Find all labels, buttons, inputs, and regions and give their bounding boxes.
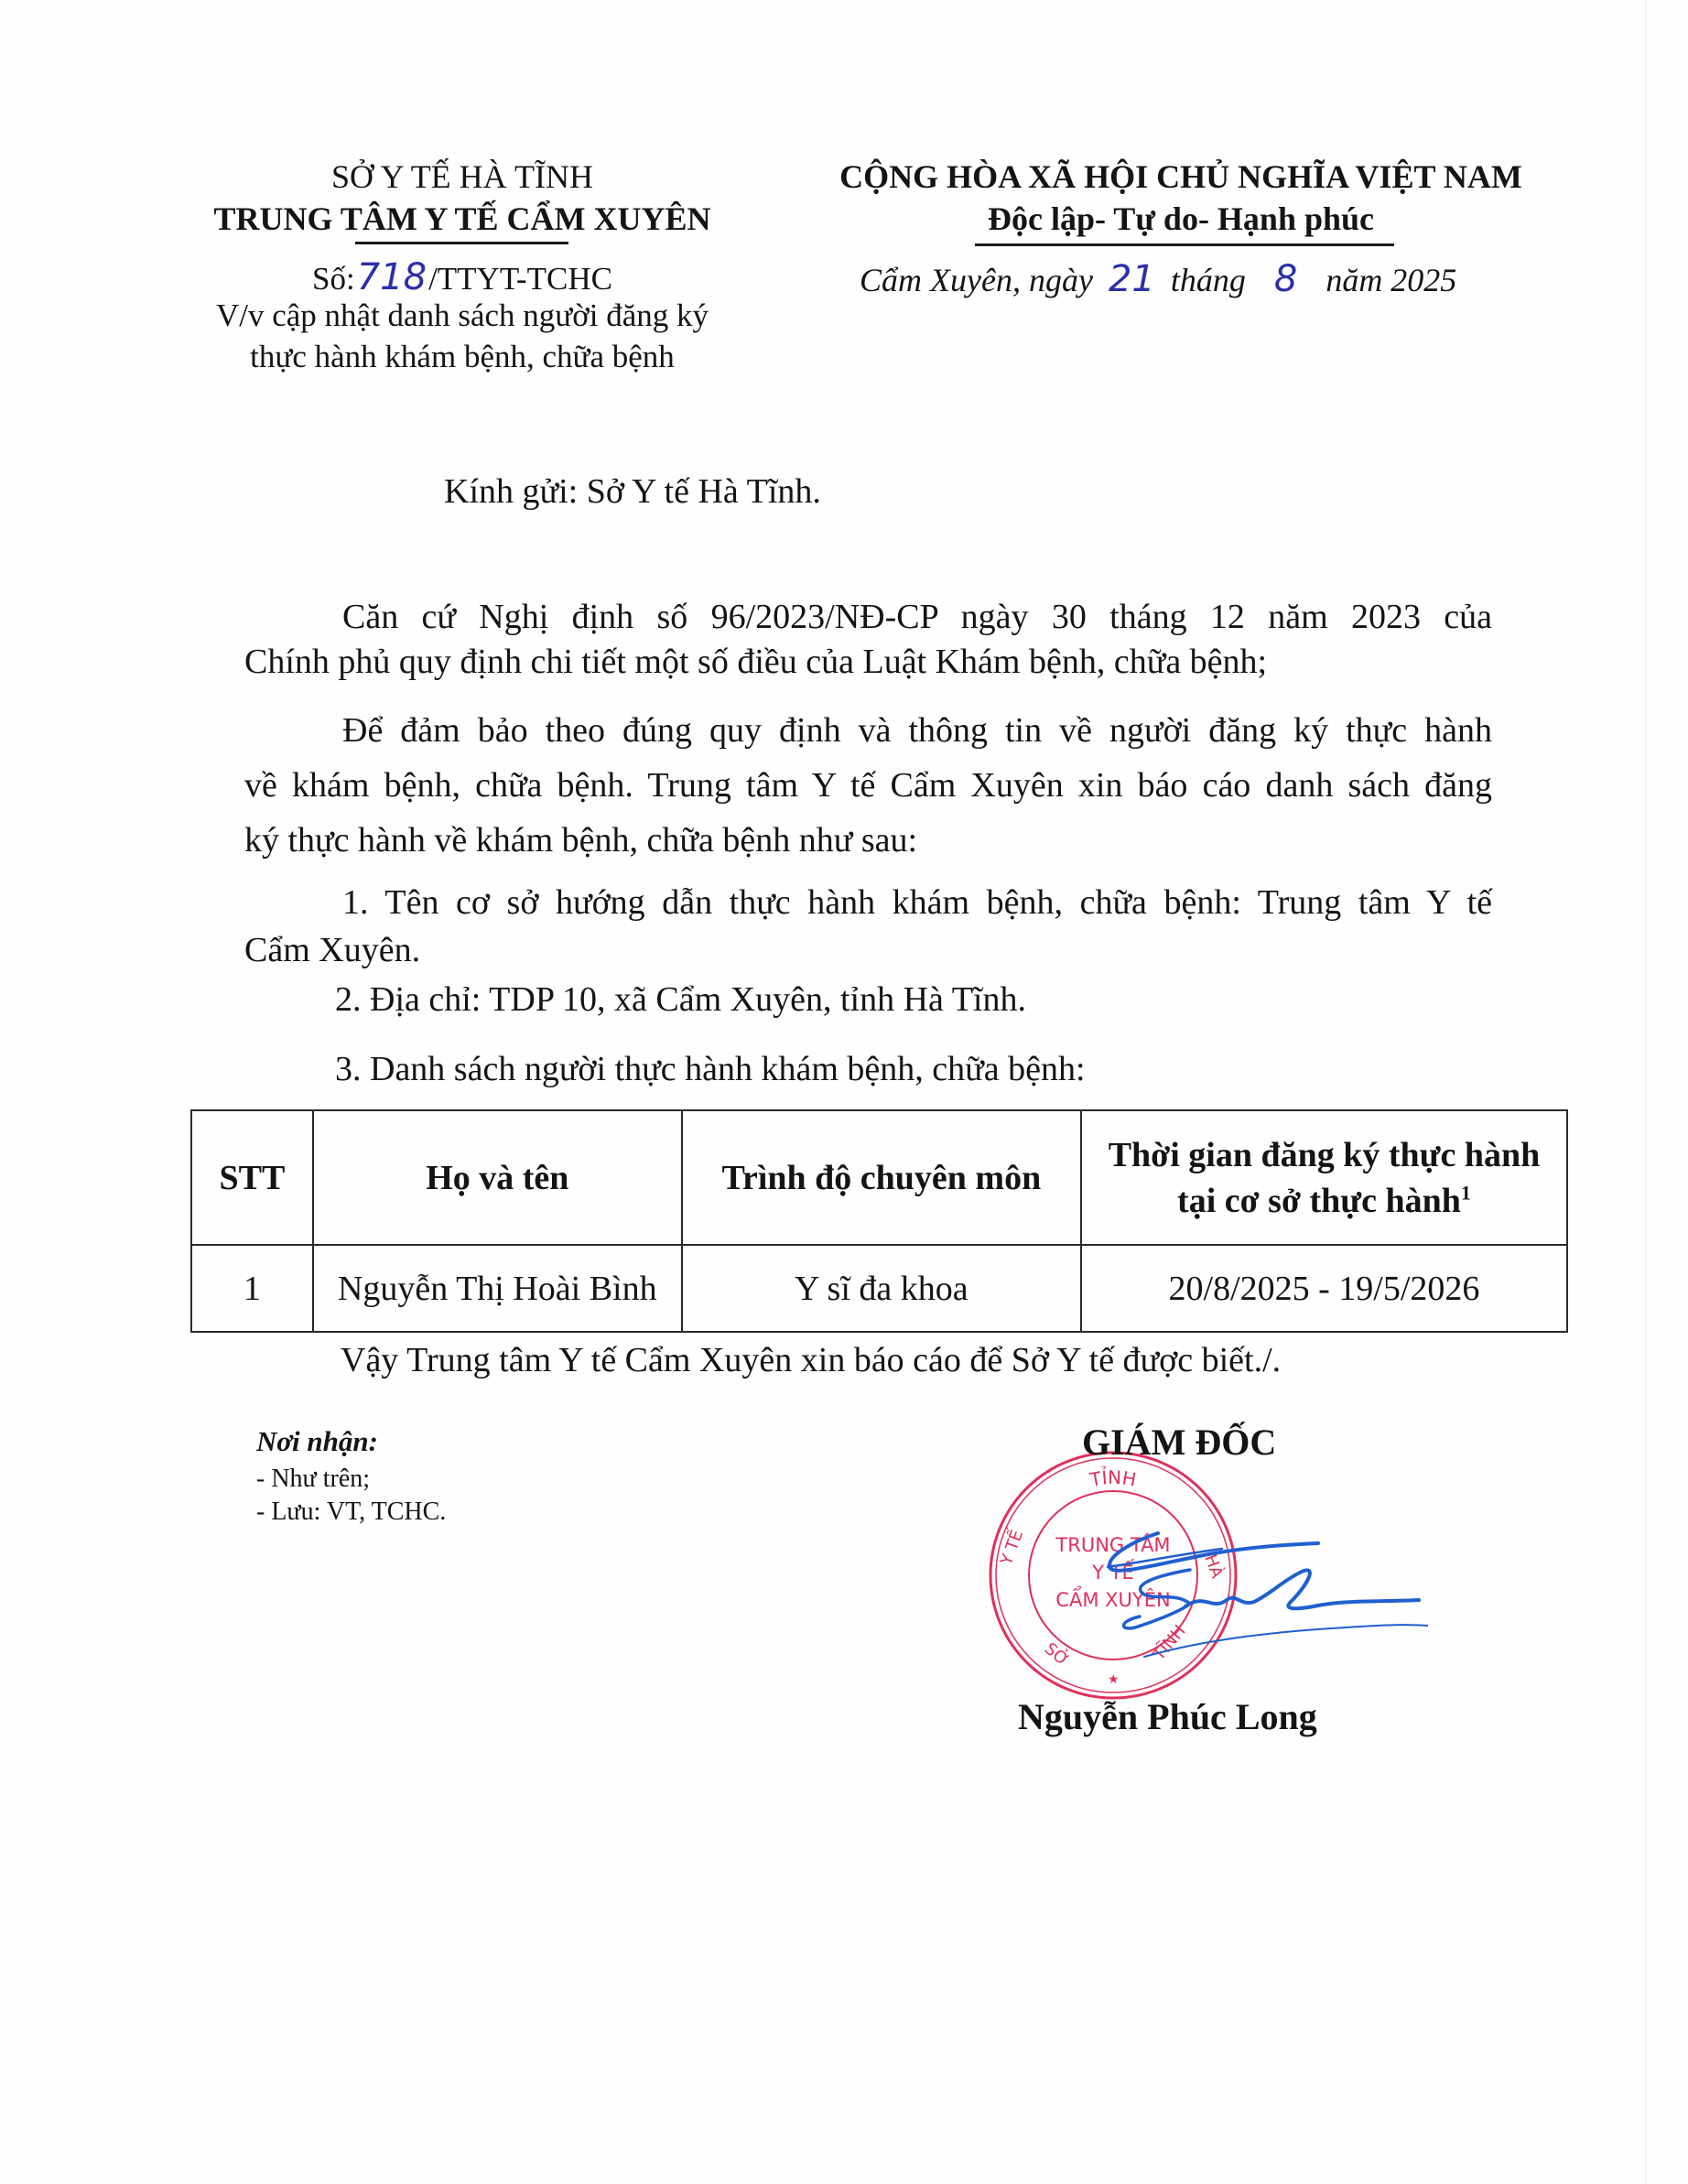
signer-title: GIÁM ĐỐC bbox=[1082, 1422, 1277, 1463]
paragraph-line: Cẩm Xuyên. bbox=[244, 931, 421, 969]
item-address: 2. Địa chỉ: TDP 10, xã Cẩm Xuyên, tỉnh Hà Tĩnh. bbox=[335, 980, 1026, 1019]
motto-underline bbox=[975, 243, 1394, 246]
subject-line-1: V/v cập nhật danh sách người đăng ký bbox=[215, 297, 709, 333]
column-header-period bbox=[1081, 1110, 1567, 1245]
closing-line: Vậy Trung tâm Y tế Cẩm Xuyên xin báo cáo để Sở Y tế được biết./. bbox=[341, 1341, 1282, 1379]
subject-line-2: thực hành khám bệnh, chữa bệnh bbox=[250, 339, 675, 374]
column-header-stt: STT bbox=[191, 1110, 313, 1245]
stamp-inner-line-3: CẨM XUYÊN bbox=[1055, 1589, 1171, 1611]
signer-name: Nguyễn Phúc Long bbox=[1018, 1696, 1317, 1737]
cell-qualification: Y sĩ đa khoa bbox=[682, 1245, 1081, 1332]
stamp-inner-line-2: Y TẾ bbox=[1092, 1562, 1134, 1584]
paragraph-legal-basis bbox=[244, 595, 1492, 685]
date-day-handwritten: 21 bbox=[1108, 258, 1155, 300]
item-facility-name bbox=[244, 879, 1492, 974]
paragraph-line: Chính phủ quy định chi tiết một số điều của Luật Khám bệnh, chữa bệnh; bbox=[244, 643, 1268, 681]
paragraph-purpose bbox=[244, 703, 1492, 868]
agency-parent: SỞ Y TẾ HÀ TĨNH bbox=[331, 158, 593, 195]
document-number bbox=[183, 256, 741, 298]
distribution-item: - Lưu: VT, TCHC. bbox=[256, 1497, 447, 1526]
cell-name: Nguyễn Thị Hoài Bình bbox=[313, 1245, 682, 1332]
table-row bbox=[191, 1245, 1567, 1332]
agency-underline bbox=[355, 242, 568, 244]
agency-name: TRUNG TÂM Y TẾ CẨM XUYÊN bbox=[213, 200, 711, 237]
date-place: Cẩm Xuyên, ngày bbox=[860, 262, 1093, 298]
column-header-qualification: Trình độ chuyên môn bbox=[682, 1110, 1081, 1245]
doc-number-handwritten: 718 bbox=[356, 256, 427, 298]
period-header-line-2: tại cơ sở thực hành bbox=[1177, 1181, 1461, 1220]
stamp-outer-bottom-right-text: TĨNH bbox=[1149, 1621, 1190, 1665]
period-header-line-1: Thời gian đăng ký thực hành bbox=[1108, 1135, 1541, 1174]
paragraph-line: ký thực hành về khám bệnh, chữa bệnh như sau: bbox=[244, 821, 918, 860]
distribution-item: - Như trên; bbox=[256, 1465, 371, 1493]
handwritten-signature-icon bbox=[1044, 1501, 1428, 1666]
doc-number-prefix: Số: bbox=[312, 261, 355, 297]
paragraph-line: Căn cứ Nghị định số 96/2023/NĐ-CP ngày 30 tháng 12 năm 2023 của bbox=[342, 598, 1492, 636]
date-line bbox=[860, 258, 1456, 300]
recipient-line: Kính gửi: Sở Y tế Hà Tĩnh. bbox=[444, 472, 821, 511]
national-motto: Độc lập- Tự do- Hạnh phúc bbox=[987, 200, 1375, 237]
date-month-handwritten: 8 bbox=[1273, 258, 1298, 300]
doc-number-suffix: /TTYT-TCHC bbox=[428, 261, 612, 297]
paragraph-line: Để đảm bảo theo đúng quy định và thông tin về người đăng ký thực hành bbox=[342, 711, 1492, 750]
item-list-heading: 3. Danh sách người thực hành khám bệnh, chữa bệnh: bbox=[335, 1050, 1086, 1088]
table-header-row bbox=[191, 1110, 1567, 1245]
paragraph-line: 1. Tên cơ sở hướng dẫn thực hành khám bệnh, chữa bệnh: Trung tâm Y tế bbox=[342, 883, 1492, 922]
national-title: CỘNG HÒA XÃ HỘI CHỦ NGHĨA VIỆT NAM bbox=[839, 158, 1522, 195]
stamp-outer-right-text: HÀ bbox=[1200, 1552, 1227, 1582]
practitioner-table bbox=[190, 1109, 1568, 1333]
stamp-outer-top-text: TỈNH bbox=[1087, 1465, 1138, 1491]
date-month-label: tháng bbox=[1170, 262, 1246, 298]
distribution-title: Nơi nhận: bbox=[256, 1425, 378, 1457]
column-header-name: Họ và tên bbox=[313, 1110, 682, 1245]
footnote-marker: 1 bbox=[1460, 1180, 1471, 1204]
stamp-star-icon: ★ bbox=[1108, 1672, 1120, 1687]
date-year: năm 2025 bbox=[1326, 262, 1457, 298]
scan-edge-line bbox=[1645, 0, 1646, 2184]
stamp-outer-bottom-left-text: SỞ bbox=[1040, 1638, 1073, 1670]
cell-stt: 1 bbox=[191, 1245, 313, 1332]
cell-period: 20/8/2025 - 19/5/2026 bbox=[1081, 1245, 1567, 1332]
paragraph-line: về khám bệnh, chữa bệnh. Trung tâm Y tế Cẩm Xuyên xin báo cáo danh sách đăng bbox=[244, 766, 1492, 805]
stamp-inner-line-1: TRUNG TÂM bbox=[1055, 1534, 1171, 1556]
stamp-outer-left-text: Y TẾ bbox=[996, 1527, 1028, 1568]
